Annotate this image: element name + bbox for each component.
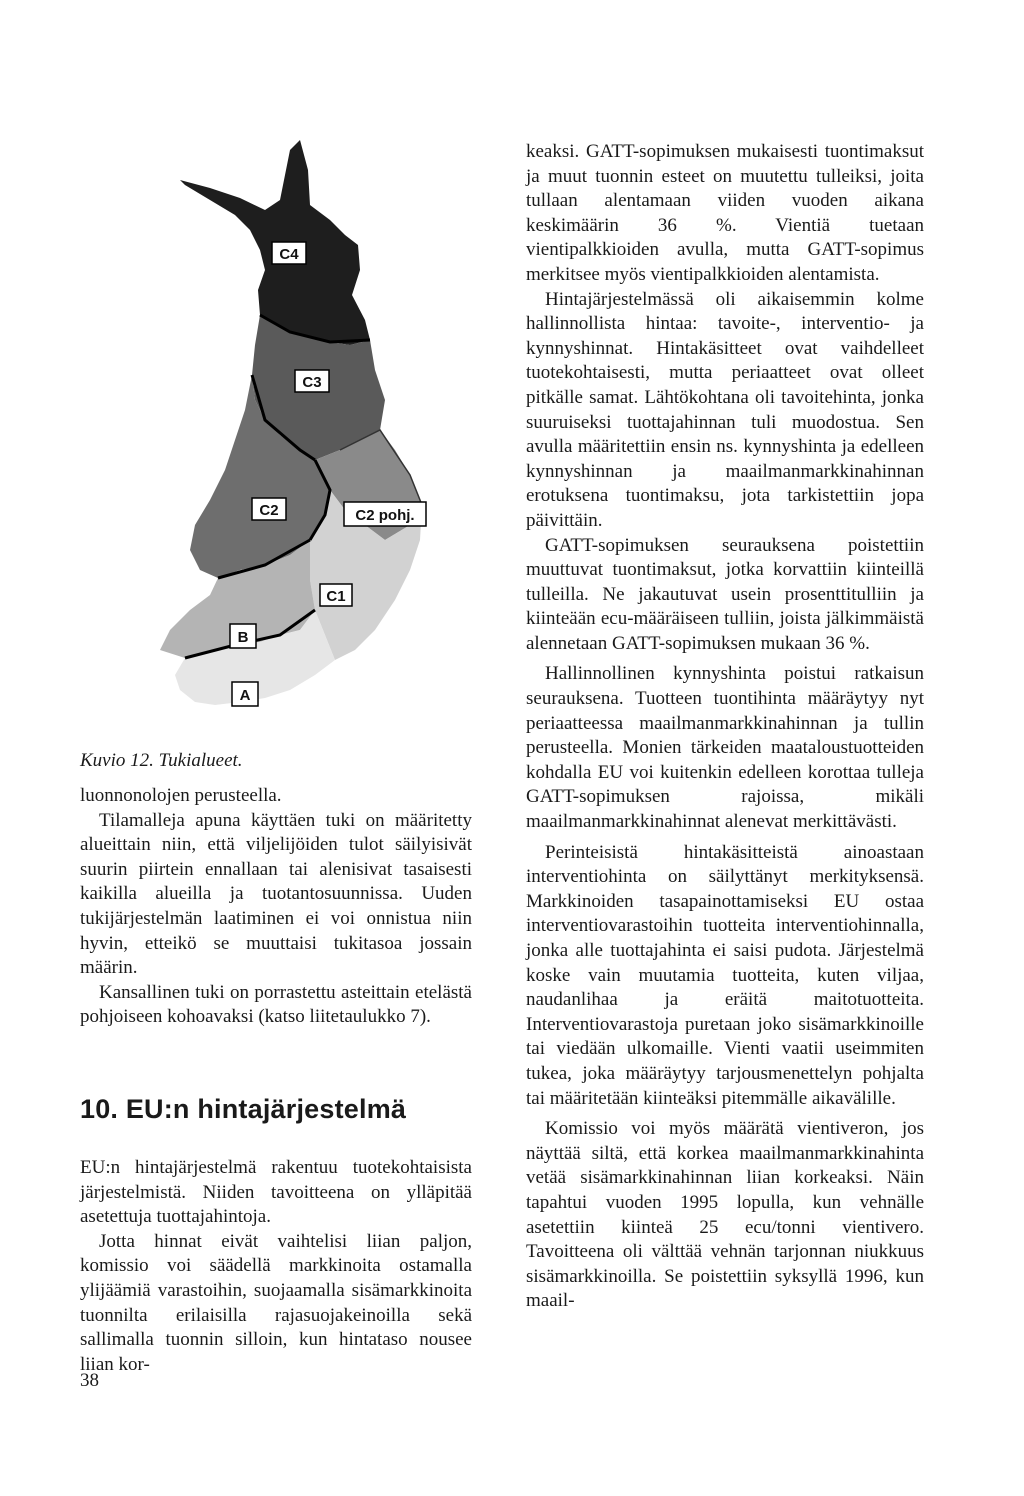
- paragraph: Hallinnollinen kynnyshinta poistui ratkaisun seurauksena. Tuotteen tuontihinta määräytyy nyt periaatteessa maailmanmarkkinahinnan ja tullin perusteella. Monien tärkeiden maataloustuotteiden kohdalla EU voi kuitenkin edelleen korottaa tulleja GATT-sopimuksen rajoissa, mikäli maailmanmarkkinahinnat alenevat merkittävästi.: [526, 663, 924, 833]
- svg-text:C2: C2: [259, 502, 279, 519]
- section-body: [80, 1156, 472, 1377]
- svg-text:A: A: [239, 687, 251, 704]
- paragraph: GATT-sopimuksen seurauksena poistettiin muuttuvat tuontimaksut, jotka korvattiin kiinteillä tulleilla. Ne jakautuvat usein prosenttitulliin ja kiinteään ecu-määräiseen tulliin, joista jälkimmäistä alennetaan GATT-sopimuksen mukaan 36 %.: [526, 534, 924, 654]
- finland-map-svg: [140, 130, 440, 720]
- paragraph: Tilamalleja apuna käyttäen tuki on määritetty alueittain niin, että viljelijöiden tulot säilyisivät suurin piirtein ennallaan tai alenisivat tasaisesti kaikilla alueilla ja tuotantosuunnissa. Uuden tukijärjestelmän laatiminen ei voi onnistua niin hyvin, etteikö se muuttaisi tukitasoa jossain määrin.: [80, 809, 472, 979]
- section-heading: 10. EU:n hintajärjestelmä: [80, 1094, 407, 1124]
- svg-text:B: B: [237, 629, 249, 646]
- label-c2-pohj: [344, 502, 426, 526]
- support-regions-map: [140, 130, 440, 720]
- label-a: [232, 682, 258, 706]
- figure-caption: Kuvio 12. Tukialueet.: [80, 750, 243, 771]
- label-c1: [320, 584, 352, 606]
- paragraph: luonnonolojen perusteella.: [80, 785, 282, 806]
- label-c3: [295, 370, 329, 392]
- page-number: 38: [80, 1370, 99, 1391]
- paragraph: Hintajärjestelmässä oli aikaisemmin kolme hallinnollista hintaa: tavoite-, interventio- ja kynnyshinnat. Hintakäsitteet ovat vaihdelleet tuotekohtaisesti, mutta periaatteet ovat olleet pitkälle samat. Lähtökohtana oli tavoitehinta, jonka suuruiseksi tuottajahinnan tuli muodostua. Sen avulla määritettiin ensin ns. kynnyshinta ja edelleen kynnyshinnan ja maailmanmarkkinahinnan erotuksena tuontimaksu, jota tarkistettiin jopa päivittäin.: [526, 288, 924, 531]
- svg-text:C1: C1: [326, 588, 346, 605]
- left-column: [80, 784, 472, 1030]
- label-c4: [272, 242, 306, 264]
- paragraph: keaksi. GATT-sopimuksen mukaisesti tuontimaksut ja muut tuonnin esteet on muutettu tulleiksi, joita tullaan alentamaan viiden vuoden aikana keskimäärin 36 %. Vientiä tuetaan vientipalkkioiden avulla, mutta GATT-sopimus merkitsee myös vientipalkkioiden alentamista.: [526, 141, 924, 285]
- paragraph: Kansallinen tuki on porrastettu asteittain etelästä pohjoiseen kohoavaksi (katso liitetaulukko 7).: [80, 981, 472, 1028]
- paragraph: Komissio voi myös määrätä vientiveron, jos näyttää siltä, että korkea maailmanmarkkinahinta vetää sisämarkkinahinnan liian korkeaksi. Näin tapahtui vuoden 1995 lopulla, kun vehnälle asetettiin kiinteä 25 ecu/tonni vientivero. Tavoitteena oli välttää vehnän tarjonnan niukkuus sisämarkkinoilla. Se poistettiin syksyllä 1996, kun maail-: [526, 1118, 924, 1312]
- label-c2: [252, 498, 286, 520]
- svg-text:C4: C4: [279, 246, 299, 263]
- svg-text:C2 pohj.: C2 pohj.: [355, 507, 415, 524]
- paragraph: Perinteisistä hintakäsitteistä ainoastaan interventiohinta on säilyttänyt merkityksensä. Markkinoiden tasapainottamiseksi EU ostaa interventiovarastoihin tuotteita interventiohinnalla, jonka alle tuottajahinta ei saisi pudota. Järjestelmä koske vain muutamia tuotteita, kuten viljaa, naudanlihaa ja eräitä maitotuotteita. Interventiovarastoja puretaan joko sisämarkkinoille tai viedään ulkomaille. Vienti vaatii useimmiten tukea, joka määräytyy tarjousmenettelyn pohjalta tai määritetään kiinteäksi pitemmälle aikavälille.: [526, 841, 924, 1109]
- paragraph: Jotta hinnat eivät vaihtelisi liian paljon, komissio voi säädellä markkinoita ostamalla ylijäämiä varastoihin, suojaamalla sisämarkkinoita tuonnilta erilaisilla rajasuojakeinoilla sekä sallimalla tuonnin silloin, kun hintataso nousee liian kor-: [80, 1230, 472, 1375]
- right-column: [526, 140, 924, 1314]
- paragraph: EU:n hintajärjestelmä rakentuu tuotekohtaisista järjestelmistä. Niiden tavoitteena on ylläpitää asetettuja tuottajahintoja.: [80, 1157, 472, 1228]
- label-b: [230, 624, 256, 648]
- svg-text:C3: C3: [302, 374, 322, 391]
